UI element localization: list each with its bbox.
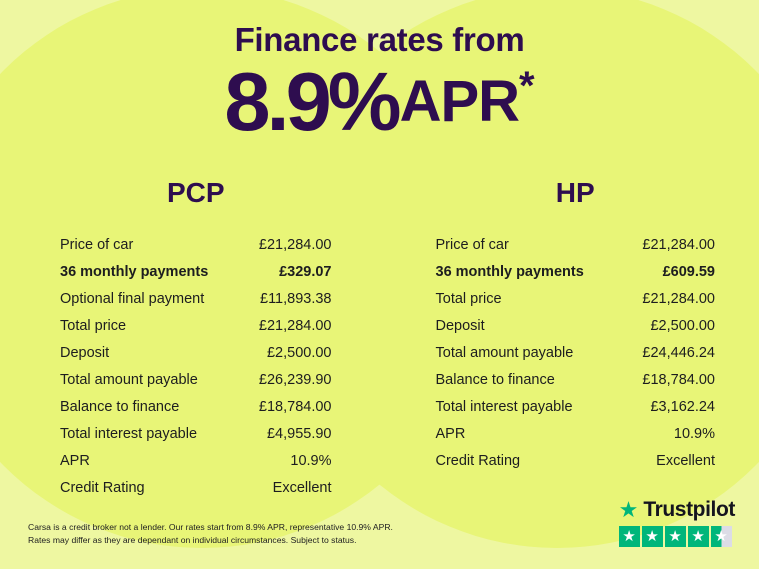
row-value: £3,162.24 (650, 398, 715, 415)
row-value: Excellent (272, 479, 332, 496)
row-label: Balance to finance (60, 398, 180, 415)
row-label: Total price (435, 290, 502, 307)
table-row (436, 393, 716, 420)
pcp-column (0, 177, 380, 501)
row-value: 10.9% (290, 452, 332, 469)
row-value: £11,893.38 (260, 290, 332, 307)
table-row (60, 366, 332, 393)
trustpilot-logo (619, 498, 735, 522)
disclaimer-line-1: Carsa is a credit broker not a lender. Our rates start from 8.9% APR, representative 10.9% APR. (28, 522, 393, 533)
table-row (60, 312, 332, 339)
row-value: £4,955.90 (266, 425, 332, 442)
table-row (436, 312, 716, 339)
table-row (436, 447, 716, 474)
row-value: £21,284.00 (258, 236, 332, 253)
row-label: Price of car (60, 236, 134, 253)
table-row (60, 393, 332, 420)
row-label: Deposit (60, 344, 110, 361)
row-value: £18,784.00 (258, 398, 332, 415)
apr-rate-value: 8.9% (224, 55, 398, 149)
row-label: APR (60, 452, 90, 469)
row-value: £24,446.24 (642, 344, 715, 361)
row-label: Total amount payable (60, 371, 198, 388)
row-value: 10.9% (673, 425, 715, 442)
row-value: £18,784.00 (642, 371, 715, 388)
row-value: £21,284.00 (642, 290, 715, 307)
row-label: 36 monthly payments (435, 263, 584, 280)
row-label: Price of car (435, 236, 509, 253)
row-value: £21,284.00 (642, 236, 715, 253)
row-value: £21,284.00 (258, 317, 332, 334)
table-row (436, 285, 716, 312)
trustpilot-rating[interactable] (619, 498, 735, 547)
row-label: 36 monthly payments (60, 263, 209, 280)
row-label: Credit Rating (60, 479, 145, 496)
apr-headline (0, 55, 759, 149)
table-row (60, 285, 332, 312)
apr-asterisk: * (519, 64, 535, 109)
table-row (436, 231, 716, 258)
pcp-title: PCP (166, 177, 225, 209)
disclaimer-line-2: Rates may differ as they are dependant on individual circumstances. Subject to status. (28, 535, 357, 546)
table-row (436, 366, 716, 393)
star-half-icon: ★ (711, 526, 732, 547)
table-row (60, 258, 332, 285)
row-value: £609.59 (662, 263, 715, 280)
table-row (436, 339, 716, 366)
row-label: APR (435, 425, 466, 442)
row-label: Deposit (435, 317, 485, 334)
table-row (60, 474, 332, 501)
row-label: Balance to finance (435, 371, 555, 388)
table-row (436, 258, 716, 285)
hp-title: HP (555, 177, 595, 209)
finance-tables (0, 177, 759, 501)
row-label: Optional final payment (60, 290, 205, 307)
star-icon: ★ (619, 526, 640, 547)
row-value: £26,239.90 (258, 371, 332, 388)
row-label: Total interest payable (60, 425, 198, 442)
table-row (60, 339, 332, 366)
page-title: Finance rates from (234, 21, 525, 58)
row-value: £2,500.00 (650, 317, 715, 334)
star-icon: ★ (688, 526, 709, 547)
table-row (60, 231, 332, 258)
row-value: Excellent (656, 452, 715, 469)
disclaimer-text (28, 521, 458, 547)
trustpilot-star-icon: ★ (618, 497, 639, 522)
row-value: £329.07 (279, 263, 332, 280)
table-row (436, 420, 716, 447)
row-label: Credit Rating (435, 452, 521, 469)
row-label: Total interest payable (435, 398, 573, 415)
hp-column (380, 177, 759, 501)
row-label: Total amount payable (435, 344, 574, 361)
table-row (60, 447, 332, 474)
row-value: £2,500.00 (266, 344, 332, 361)
apr-label: APR (399, 68, 520, 134)
table-row (60, 420, 332, 447)
trustpilot-wordmark: Trustpilot (643, 498, 735, 521)
star-icon: ★ (642, 526, 663, 547)
row-label: Total price (60, 317, 127, 334)
footer (0, 497, 759, 569)
trustpilot-stars (619, 526, 735, 547)
star-icon: ★ (665, 526, 686, 547)
